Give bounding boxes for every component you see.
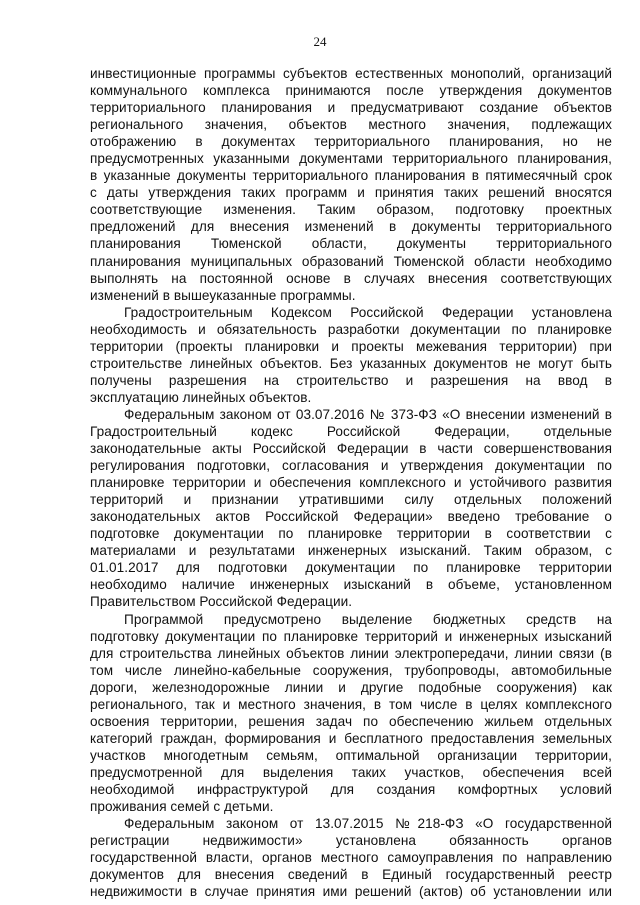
text-line: планировке территории и обеспечения комплексного и устойчивого развития — [90, 475, 612, 491]
text-line: территориального планирования и предусматривают создание объектов — [90, 100, 612, 116]
text-line: регионального значения, объектов местного значения, подлежащих — [90, 117, 612, 133]
text-line: планирования Тюменской области, документы территориального — [90, 236, 612, 252]
text-line: для строительства линейных объектов линии электропередачи, линии связи (в — [90, 645, 612, 661]
text-line: Градостроительный кодекс Российской Федерации, отдельные — [90, 423, 612, 439]
text-line: соответствующие изменения. Таким образом, подготовку проектных — [90, 202, 612, 218]
text-line: с даты утверждения таких программ и принятия таких решений вносятся — [90, 185, 612, 201]
text-line: регионального, так и местного значения, в том числе в целях комплексного — [90, 696, 612, 712]
text-line: Правительством Российской Федерации. — [90, 594, 353, 610]
text-line: эксплуатацию линейных объектов. — [90, 389, 312, 405]
text-line: регистрации недвижимости» установлена обязанность органов — [90, 833, 612, 849]
text-line: выполнять на постоянной основе в случаях внесения соответствующих — [90, 270, 612, 286]
text-line: предусмотренных указанными документами территориального планирования, — [90, 151, 612, 167]
text-line: территории (проекты планировки и проекты межевания территории) при — [90, 338, 612, 354]
text-line: предусмотренной для выделения таких участков, обеспечения всей — [90, 764, 612, 780]
text-line: дороги, железнодорожные линии и другие подобные сооружения) как — [90, 679, 612, 695]
text-line: законодательные акты Российской Федерации в части совершенствования — [90, 441, 612, 457]
text-line: необходимой инфраструктурой для создания комфортных условий — [90, 781, 612, 797]
text-line: том числе линейно-кабельные сооружения, трубопроводы, автомобильные — [90, 662, 612, 678]
body-text — [90, 65, 612, 900]
text-line: категорий граждан, формирования и бесплатного предоставления земельных — [90, 730, 612, 746]
text-line: Программой предусмотрено выделение бюджетных средств на — [124, 611, 612, 627]
text-line: планирования муниципальных образований Тюменской области необходимо — [90, 253, 612, 269]
text-line: освоения территории, решения задач по обеспечению жильем отдельных — [90, 713, 612, 729]
text-line: государственной власти, органов местного самоуправления по направлению — [90, 850, 612, 866]
text-line: территорий и признании утратившими силу отдельных положений — [90, 492, 612, 508]
text-line: документов для внесения сведений в Единый государственный реестр — [90, 867, 612, 883]
text-line: Градостроительным Кодексом Российской Федерации установлена — [124, 304, 612, 320]
text-line: подготовку документации по планировке территорий и инженерных изысканий — [90, 628, 612, 644]
text-line: Федеральным законом от 13.07.2015 №218-ФЗ «О государственной — [124, 816, 612, 832]
text-line: Федеральным законом от 03.07.2016 № 373-ФЗ «О внесении изменений в — [124, 406, 612, 422]
text-line: коммунального комплекса принимаются после утверждения документов — [90, 83, 612, 99]
text-line: необходимо наличие инженерных изысканий в объеме, установленном — [90, 577, 612, 593]
text-line: строительстве линейных объектов. Без указанных документов не могут быть — [90, 355, 612, 371]
text-line: законодательных актов Российской Федерации» введено требование о — [90, 509, 612, 525]
text-line: материалами и результатами инженерных изысканий. Таким образом, с — [90, 543, 612, 559]
text-line: подготовке документации по планировке территории в соответствии с — [90, 526, 612, 542]
text-line: необходимость и обязательность разработки документации по планировке — [90, 321, 612, 337]
text-line: недвижимости в случае принятия ими решений (актов) об установлении или — [90, 884, 612, 900]
text-line: участков многодетным семьям, оптимальной организации территории, — [90, 747, 612, 763]
page-number: 24 — [313, 34, 327, 49]
text-line: в указанные документы территориального планирования в пятимесячный срок — [90, 168, 612, 184]
text-line: регулирования подготовки, согласования и утверждения документации по — [90, 458, 612, 474]
text-line: изменений в вышеуказанные программы. — [90, 287, 356, 303]
text-line: 01.01.2017 для подготовки документации по планировке территории — [90, 560, 612, 576]
text-line: отображению в документах территориального планирования, но не — [90, 134, 612, 150]
text-line: получены разрешения на строительство и разрешения на ввод в — [90, 372, 612, 388]
text-line: предложений для внесения изменений в документы территориального — [90, 219, 612, 235]
text-line: проживания семей с детьми. — [90, 799, 274, 815]
text-line: инвестиционные программы субъектов естественных монополий, организаций — [90, 66, 612, 81]
